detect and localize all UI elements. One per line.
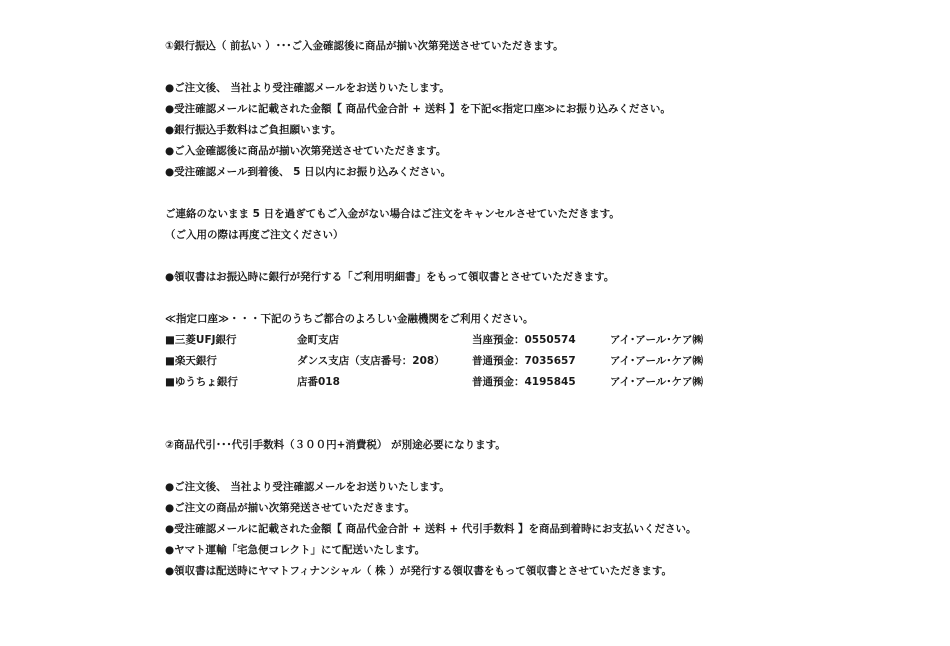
account-holder: アイ･アール･ケア㈱ — [610, 334, 704, 346]
account-holder: アイ･アール･ケア㈱ — [610, 376, 704, 388]
cod-bullet: ●ヤマト運輸「宅急便コレクト」にて配送いたします。 — [165, 544, 426, 556]
spacer — [165, 183, 905, 204]
cod-bullet: ●ご注文後、 当社より受注確認メールをお送りいたします。 — [165, 481, 450, 493]
spacer — [165, 456, 905, 477]
bank-branch: 店番018 — [297, 376, 340, 388]
accounts-intro: ≪指定口座≫・・・下記のうちご都合のよろしい金融機関をご利用ください。 — [165, 313, 534, 325]
bank-account-row — [165, 372, 905, 393]
bank-transfer-bullet: ●受注確認メールに記載された金額【 商品代金合計 + 送料 】を下記≪指定口座≫にお振り込みください。 — [165, 103, 671, 115]
cod-bullet: ●受注確認メールに記載された金額【 商品代金合計 + 送料 + 代引手数料 】を商品到着時にお支払いください。 — [165, 523, 697, 535]
bank-transfer-bullet: ●銀行振込手数料はご負担願います。 — [165, 124, 342, 136]
account-number: 普通預金：7035657 — [472, 355, 576, 367]
spacer — [165, 288, 905, 309]
bank-transfer-bullet: ●ご入金確認後に商品が揃い次第発送させていただきます。 — [165, 145, 447, 157]
bank-name: ■三菱UFJ銀行 — [165, 334, 237, 346]
bank-account-row — [165, 351, 905, 372]
spacer — [165, 393, 905, 435]
bank-account-row — [165, 330, 905, 351]
bank-transfer-bullet: ●受注確認メール到着後、 5 日以内にお振り込みください。 — [165, 166, 452, 178]
bank-accounts-table — [165, 330, 905, 393]
bank-transfer-bullet: ●ご注文後、 当社より受注確認メールをお送りいたします。 — [165, 82, 450, 94]
reorder-note: （ご入用の際は再度ご注文ください） — [165, 229, 344, 241]
receipt-note: ●領収書はお振込時に銀行が発行する「ご利用明細書」をもって領収書とさせていただきます。 — [165, 271, 615, 283]
cod-bullet: ●領収書は配送時にヤマトフィナンシャル（ 株 ）が発行する領収書をもって領収書とさせていただきます。 — [165, 565, 672, 577]
bank-branch: ダンス支店（支店番号：208） — [297, 355, 445, 367]
cod-heading: ②商品代引･･･代引手数料（３００円+消費税） が別途必要になります。 — [165, 439, 506, 451]
payment-info — [165, 36, 905, 582]
account-number: 普通預金：4195845 — [472, 376, 576, 388]
bank-name: ■楽天銀行 — [165, 355, 217, 367]
account-holder: アイ･アール･ケア㈱ — [610, 355, 704, 367]
cod-bullet: ●ご注文の商品が揃い次第発送させていただきます。 — [165, 502, 415, 514]
bank-name: ■ゆうちょ銀行 — [165, 376, 238, 388]
bank-transfer-heading: ①銀行振込（ 前払い ）･･･ご入金確認後に商品が揃い次第発送させていただきます。 — [165, 40, 564, 52]
spacer — [165, 246, 905, 267]
account-number: 当座預金：0550574 — [472, 334, 576, 346]
spacer — [165, 57, 905, 78]
cancellation-notice: ご連絡のないまま 5 日を過ぎてもご入金がない場合はご注文をキャンセルさせていただきます。 — [165, 208, 620, 220]
bank-branch: 金町支店 — [297, 334, 339, 346]
